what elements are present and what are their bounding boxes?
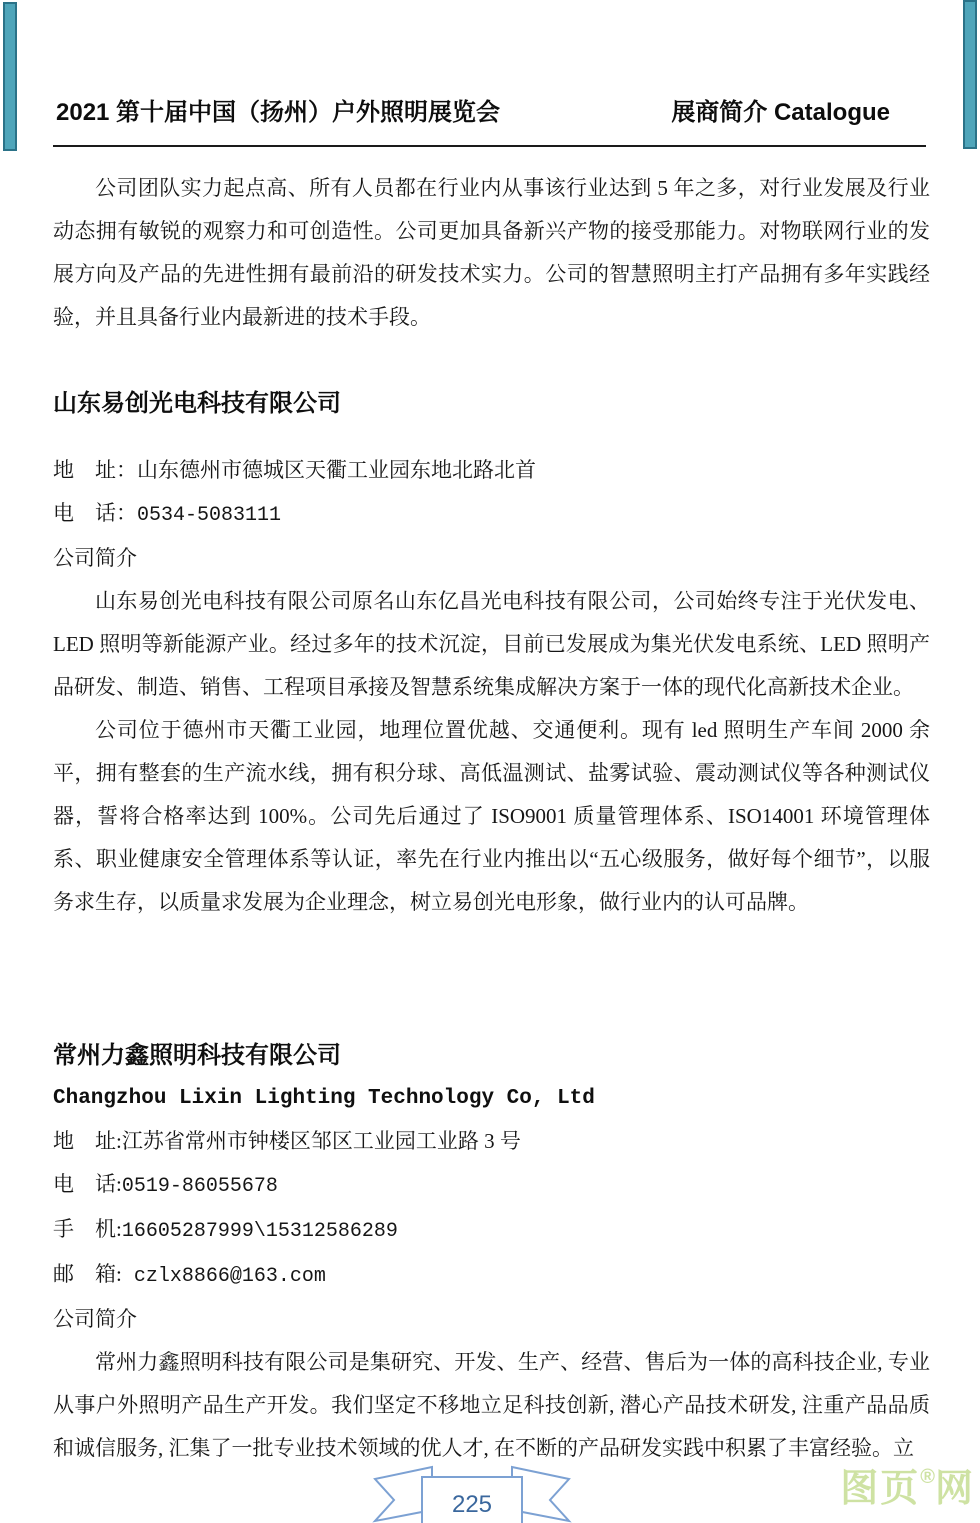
company2-mobile-row (53, 1208, 930, 1253)
company1-name: 山东易创光电科技有限公司 (53, 390, 341, 417)
phone-value: 0519-86055678 (121, 1175, 278, 1198)
company2-profile-label: 公司简介 (53, 1307, 137, 1331)
ribbon-banner-shape (372, 1464, 572, 1523)
watermark-text-post: 网 (934, 1468, 975, 1510)
corner-bar-right (963, 0, 977, 149)
company1-address-row (53, 449, 930, 492)
page-number: 225 (451, 1491, 493, 1518)
company1-profile-label: 公司简介 (53, 546, 137, 570)
company2-name-en: Changzhou Lixin Lighting Technology Co, Ltd (53, 1087, 595, 1110)
page-header (56, 98, 890, 128)
company2-phone-row (53, 1163, 930, 1208)
email-label: 邮 箱: (53, 1262, 122, 1286)
mobile-value: 16605287999\15312586289 (121, 1220, 398, 1243)
corner-bar-left (3, 2, 17, 151)
watermark-text-pre: 图页 (840, 1468, 921, 1510)
company2-address-row (53, 1120, 930, 1163)
phone-value: 0534-5083111 (137, 504, 282, 527)
company1-paragraph-2: 公司位于德州市天衢工业园，地理位置优越、交通便利。现有 led 照明生产车间 2000 余平，拥有整套的生产流水线，拥有积分球、高低温测试、盐雾试验、震动测试仪等各种测试仪器，誓将合格率达到 100%。公司先后通过了 ISO9001 质量管理体系、ISO14001 环境管理体系、职业健康安全管理体系等认证，率先在行业内推出以“五心级服务，做好每个细节”，以服务求生存，以质量求发展为企业理念，树立易创光电形象，做行业内的认可品牌。 (53, 718, 930, 914)
address-label: 地 址: (53, 1129, 122, 1153)
watermark-logo (840, 1466, 975, 1512)
company2-fields (53, 1120, 930, 1341)
header-divider (53, 145, 926, 147)
address-value: 山东德州市德城区天衢工业园东地北路北首 (137, 458, 536, 482)
page-content (53, 167, 930, 1470)
header-title-left: 2021 第十届中国（扬州）户外照明展览会 (56, 99, 501, 126)
header-title-right: 展商简介 Catalogue (671, 99, 890, 126)
page-number-ribbon (372, 1464, 572, 1523)
mobile-label: 手 机: (53, 1217, 122, 1241)
company2-email-row (53, 1253, 930, 1298)
phone-label: 电 话： (53, 501, 137, 525)
company1-phone-row (53, 492, 930, 537)
company2-paragraph-1: 常州力鑫照明科技有限公司是集研究、开发、生产、经营、售后为一体的高科技企业, 专业从事户外照明产品生产开发。我们坚定不移地立足科技创新, 潜心产品技术研发, 注重产品品质和诚信服务, 汇集了一批专业技术领域的优人才, 在不断的产品研发实践中积累了丰富经验。立 (53, 1350, 930, 1460)
address-label: 地 址： (53, 458, 137, 482)
company1-fields (53, 449, 930, 580)
address-value: 江苏省常州市钟楼区邹区工业园工业路 3 号 (121, 1129, 521, 1153)
registered-trademark-icon: ® (920, 1466, 935, 1488)
company2-name: 常州力鑫照明科技有限公司 (53, 1042, 341, 1069)
phone-label: 电 话: (53, 1172, 122, 1196)
email-value: czlx8866@163.com (121, 1265, 326, 1288)
intro-paragraph: 公司团队实力起点高、所有人员都在行业内从事该行业达到 5 年之多，对行业发展及行业动态拥有敏锐的观察力和可创造性。公司更加具备新兴产物的接受那能力。对物联网行业的发展方向及产品的先进性拥有最前沿的研发技术实力。公司的智慧照明主打产品拥有多年实践经验，并且具备行业内最新进的技术手段。 (53, 176, 930, 329)
company1-paragraph-1: 山东易创光电科技有限公司原名山东亿昌光电科技有限公司，公司始终专注于光伏发电、LED 照明等新能源产业。经过多年的技术沉淀，目前已发展成为集光伏发电系统、LED 照明产品研发、制造、销售、工程项目承接及智慧系统集成解决方案于一体的现代化高新技术企业。 (53, 589, 930, 699)
